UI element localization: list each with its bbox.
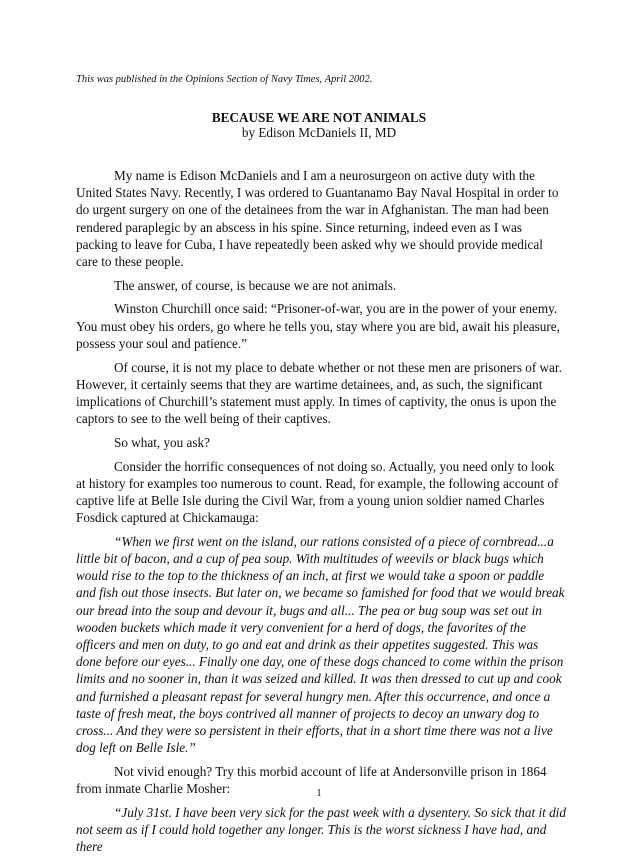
paragraph: My name is Edison McDaniels and I am a neurosurgeon on active duty with the United States Navy. Recently, I was ordered to Guantanamo Bay Naval Hospital in order to do urgent surgery on one of the detainees from the war in Afghanistan. The man had been rendered paraplegic by an abscess in his spine. Since returning, indeed even as I was packing to leave for Cuba, I have repeatedly been asked why we should provide medical care to these people. bbox=[76, 168, 559, 270]
article-title: BECAUSE WE ARE NOT ANIMALS bbox=[211, 110, 427, 125]
page-number: 1 bbox=[316, 788, 322, 799]
article-byline: by Edison McDaniels II, MD bbox=[241, 125, 397, 140]
paragraph: So what, you ask? bbox=[114, 434, 210, 450]
quoted-paragraph: “When we first went on the island, our rations consisted of a piece of cornbread...a little bit of bacon, and a cup of pea soup. With multitudes of weevils or black bugs which would rise to the top to the thickness of an inch, at first we would take a spoon or paddle and fish out those insects. But later on, we became so famished for food that we would break our bread into the soup and devour it, bugs and all... The pea or bug soup was set out in wooden buckets which made it very convenient for a herd of dogs, the favorites of the officers and men on duty, to go and eat and drink as their appetites suggested. This was done before our eyes... Finally one day, one of these dogs chanced to come within the prison limits and no sooner in, than it was seized and killed. It was then dressed to cut up and cook and furnished a pleasant repast for several hungry men. After this occurrence, and once a taste of fresh meat, the boys contrived all manner of projects to decoy an unwary dog to cross... And they were so persistent in their efforts, that in a short time there was not a live dog left on Belle Isle.” bbox=[76, 533, 565, 756]
paragraph: Not vivid enough? Try this morbid account of life at Andersonville prison in 1864 from inmate Charlie Mosher: bbox=[76, 764, 547, 797]
paragraph: Consider the horrific consequences of not doing so. Actually, you need only to look at history for examples too numerous to count. Read, for example, the following account of captive life at Belle Isle during the Civil War, from a young union soldier named Charles Fosdick captured at Chickamauga: bbox=[76, 458, 559, 526]
paragraph: Winston Churchill once said: “Prisoner-of-war, you are in the power of your enemy. You must obey his orders, go where he tells you, stay where you are bid, await his pleasure, possess your soul and patience.” bbox=[76, 301, 560, 351]
quoted-paragraph: “July 31st. I have been very sick for the past week with a dysentery. So sick that it did not seem as if I could hold together any longer. This is the worst sickness I have had, and there bbox=[76, 804, 566, 855]
paragraph: The answer, of course, is because we are not animals. bbox=[114, 277, 397, 293]
article-body bbox=[76, 167, 566, 862]
paragraph: Of course, it is not my place to debate whether or not these men are prisoners of war. However, it certainly seems that they are wartime detainees, and, as such, the significant implications of Churchill’s statement must apply. In times of captivity, the onus is upon the captors to see to the well being of their captives. bbox=[76, 359, 562, 427]
publication-note: This was published in the Opinions Section of Navy Times, April 2002. bbox=[76, 74, 373, 85]
